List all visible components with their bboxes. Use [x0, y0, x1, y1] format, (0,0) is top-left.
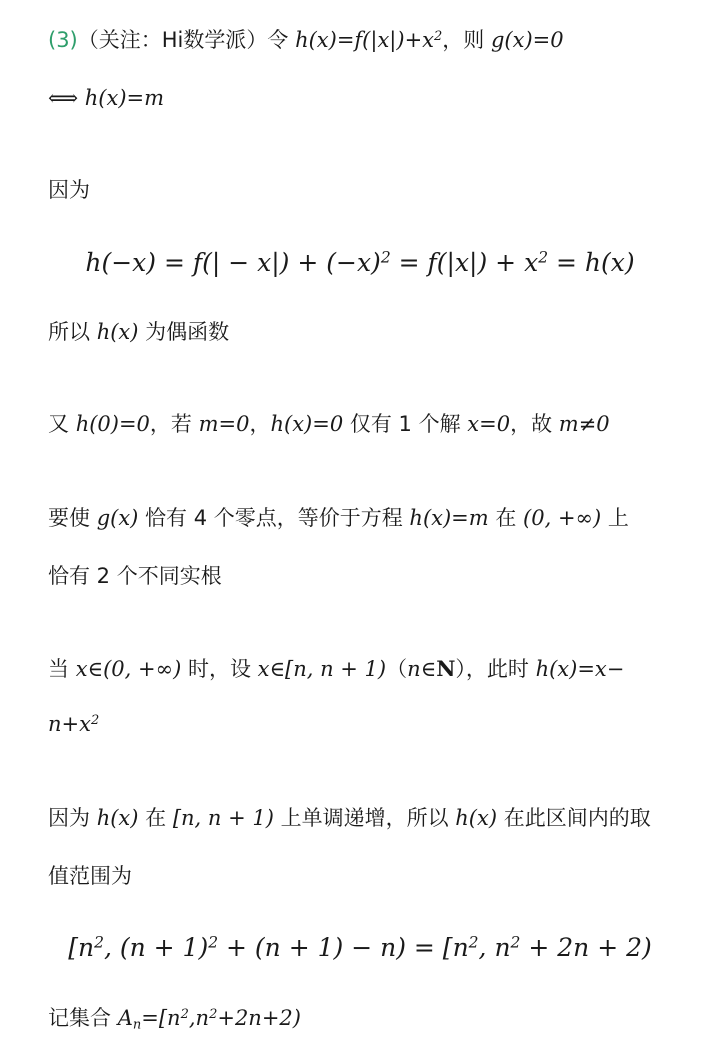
- exponent: 2: [468, 933, 479, 952]
- exponent: 2: [180, 1006, 189, 1022]
- range-equation: [0, 935, 720, 960]
- math-expression: h(x): [96, 806, 139, 830]
- math-expression: +2n+2): [217, 1006, 301, 1030]
- exponent: 2: [538, 248, 549, 267]
- math-expression: x∈(0, +∞): [75, 657, 182, 681]
- math-expression: , (n + 1): [103, 933, 209, 962]
- exponent: 2: [94, 933, 104, 952]
- exponent: 2: [510, 933, 521, 952]
- math-expression: m=0: [198, 412, 250, 436]
- math-expression: h(x): [96, 320, 139, 344]
- math-expression: + (n + 1) − n) = [n: [218, 933, 469, 962]
- math-expression: x∈[n, n + 1): [257, 657, 387, 681]
- text: 所以: [48, 320, 97, 344]
- subscript: n: [132, 1017, 142, 1033]
- math-expression: [n: [68, 933, 95, 962]
- interval-line: [48, 658, 624, 680]
- text: ），此时: [455, 657, 536, 681]
- text: ，若: [149, 412, 199, 436]
- text: 恰有 4 个零点，等价于方程: [138, 506, 410, 530]
- exponent: 2: [208, 933, 219, 952]
- interval-line-cont: [48, 714, 99, 735]
- math-expression: , n: [478, 933, 511, 962]
- text: 在此区间内的取: [497, 806, 651, 830]
- math-expression: [n, n + 1): [172, 806, 274, 830]
- exponent: 2: [209, 1006, 218, 1022]
- math-expression: + 2n + 2): [520, 933, 652, 962]
- h0-line: [48, 414, 610, 435]
- math-expression: m≠0: [558, 412, 610, 436]
- set-definition-line: [48, 1006, 301, 1033]
- problem-note: （关注：Hi数学派）: [77, 28, 268, 52]
- text: 当: [48, 657, 76, 681]
- text: 上: [601, 506, 629, 530]
- math-expression: h(x)=f(|x|)+x: [295, 28, 435, 52]
- math-expression: h(x): [455, 806, 498, 830]
- problem-header-line: [48, 30, 564, 51]
- text: （: [386, 657, 408, 681]
- exponent: 2: [380, 248, 391, 267]
- reason-lead: 因为: [48, 178, 90, 202]
- zeros-line-cont: 恰有 2 个不同实根: [48, 564, 222, 588]
- math-expression: h(0)=0: [75, 412, 150, 436]
- text: 记集合: [48, 1006, 118, 1030]
- math-expression: g(x): [96, 506, 139, 530]
- math-expression: =[n: [141, 1006, 181, 1030]
- text: 在: [138, 806, 173, 830]
- text: 为偶函数: [138, 320, 230, 344]
- math-expression: (0, +∞): [523, 506, 602, 530]
- monotonic-line-cont: 值范围为: [48, 864, 132, 888]
- math-expression: h(x)=m: [409, 506, 489, 530]
- math-expression: ⟺ h(x)=m: [48, 86, 165, 110]
- text: 要使: [48, 506, 97, 530]
- text: ，故: [510, 412, 559, 436]
- naturals-symbol: N: [436, 656, 456, 681]
- text: 上单调递增，所以: [273, 806, 456, 830]
- math-expression: = f(|x|) + x: [390, 248, 539, 277]
- problem-number: (3): [48, 28, 78, 52]
- even-function-equation: [0, 250, 720, 275]
- text: 仅有 1 个解: [343, 412, 468, 436]
- text: 又: [48, 412, 76, 436]
- math-expression: x=0: [467, 412, 511, 436]
- zeros-line: [48, 508, 629, 529]
- exponent: 2: [90, 712, 100, 728]
- math-expression: h(−x) = f(| − x|) + (−x): [85, 248, 381, 277]
- math-expression: n∈: [407, 657, 437, 681]
- monotonic-line: [48, 808, 651, 829]
- exponent: 2: [434, 28, 443, 44]
- math-expression: ,n: [188, 1006, 210, 1030]
- text: 令: [267, 28, 296, 52]
- text: 因为: [48, 806, 97, 830]
- text: ，: [249, 412, 271, 436]
- math-expression: = h(x): [548, 248, 635, 277]
- text: ，则: [442, 28, 491, 52]
- math-expression: h(x)=0: [270, 412, 344, 436]
- even-function-conclusion: [48, 322, 229, 343]
- math-expression: g(x)=0: [490, 28, 564, 52]
- math-expression: n+x: [48, 712, 91, 736]
- text: 时，设: [181, 657, 258, 681]
- math-expression: A: [117, 1006, 133, 1030]
- text: 在: [488, 506, 524, 530]
- equivalence-line: [48, 88, 164, 109]
- math-expression: h(x)=x−: [535, 657, 625, 681]
